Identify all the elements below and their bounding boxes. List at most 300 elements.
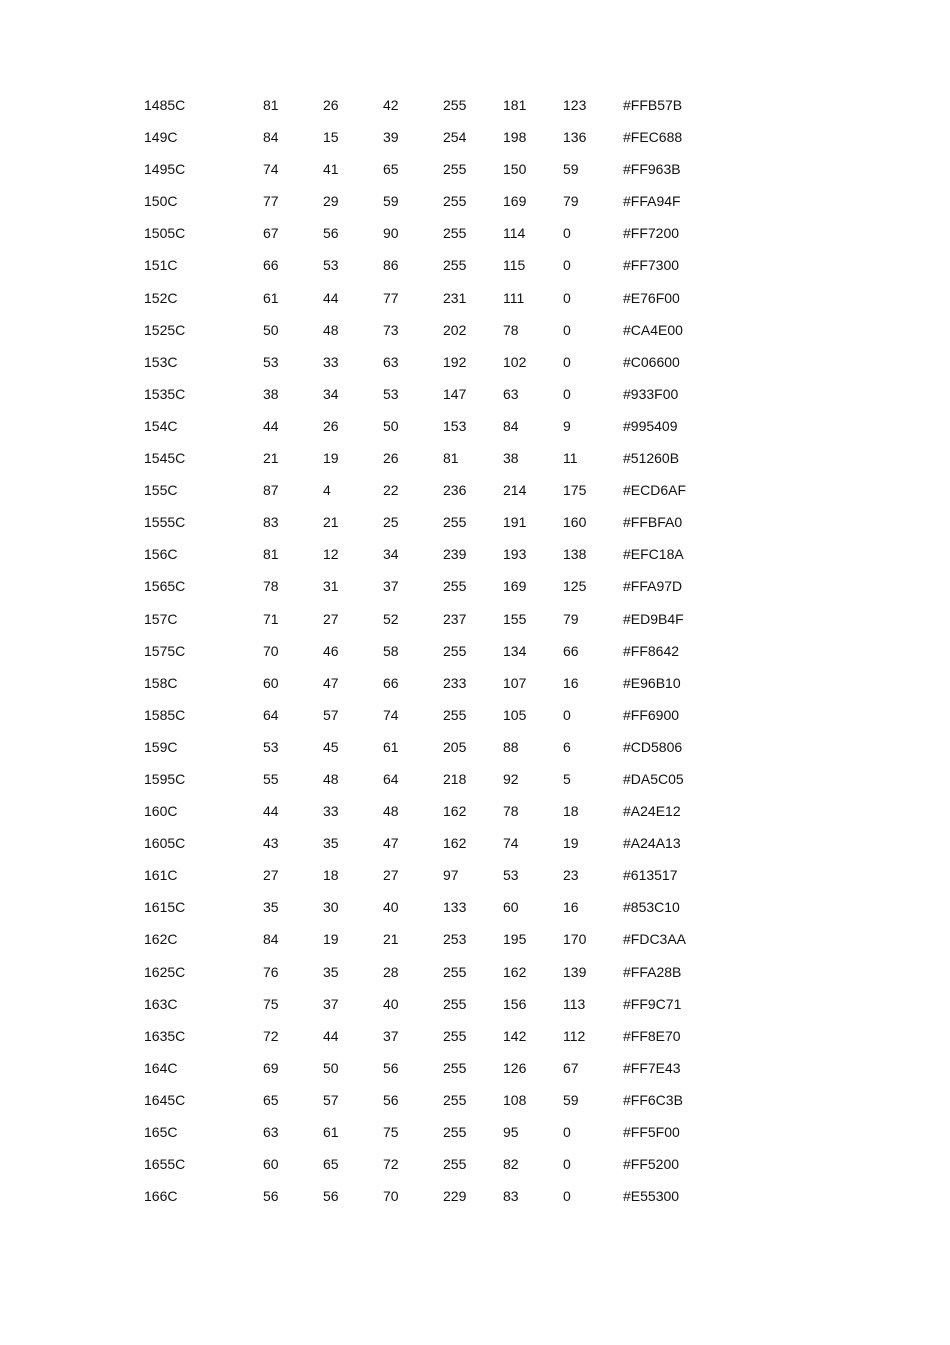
b-value-cell: 16 [563, 674, 579, 691]
r-value-cell: 255 [443, 161, 467, 178]
pantone-code-cell: 165C [144, 1124, 178, 1140]
r-value-cell: 255 [443, 642, 467, 659]
pantone-code-cell: 1565C [144, 578, 186, 595]
y-value-cell: 72 [383, 1156, 399, 1173]
hex-code-cell: #FF963B [623, 161, 681, 178]
r-value-cell: 253 [443, 931, 467, 948]
c-value-cell: 53 [263, 353, 279, 370]
c-value-cell: 61 [263, 289, 279, 306]
b-value-cell: 79 [563, 610, 579, 627]
b-value-cell: 175 [563, 482, 587, 499]
c-value-cell: 71 [263, 610, 279, 627]
y-value-cell: 65 [383, 161, 399, 178]
g-value-cell: 126 [503, 1059, 527, 1076]
y-value-cell: 77 [383, 289, 399, 306]
y-value-cell: 59 [383, 193, 399, 210]
g-value-cell: 78 [503, 803, 519, 820]
pantone-code-cell: 1585C [144, 706, 186, 723]
b-value-cell: 19 [563, 835, 579, 852]
c-value-cell: 27 [263, 867, 279, 884]
r-value-cell: 218 [443, 770, 467, 787]
r-value-cell: 255 [443, 963, 467, 980]
b-value-cell: 18 [563, 803, 579, 820]
g-value-cell: 214 [503, 482, 527, 499]
hex-code-cell: #FFA94F [623, 193, 681, 210]
g-value-cell: 53 [503, 867, 519, 884]
y-value-cell: 42 [383, 97, 399, 113]
m-value-cell: 56 [323, 225, 339, 242]
table-row [144, 410, 744, 442]
m-value-cell: 44 [323, 1027, 339, 1044]
c-value-cell: 35 [263, 899, 279, 916]
pantone-code-cell: 1495C [144, 161, 186, 178]
b-value-cell: 0 [563, 225, 571, 242]
m-value-cell: 53 [323, 257, 339, 274]
g-value-cell: 83 [503, 1188, 519, 1205]
m-value-cell: 65 [323, 1156, 339, 1173]
y-value-cell: 63 [383, 353, 399, 370]
y-value-cell: 70 [383, 1188, 399, 1205]
hex-code-cell: #FF7E43 [623, 1059, 681, 1076]
c-value-cell: 70 [263, 642, 279, 659]
m-value-cell: 37 [323, 995, 339, 1012]
y-value-cell: 37 [383, 1027, 399, 1044]
r-value-cell: 239 [443, 546, 467, 563]
m-value-cell: 35 [323, 963, 339, 980]
y-value-cell: 61 [383, 738, 399, 755]
b-value-cell: 0 [563, 706, 571, 723]
pantone-code-cell: 163C [144, 995, 178, 1012]
hex-code-cell: #A24A13 [623, 835, 681, 852]
r-value-cell: 97 [443, 867, 459, 884]
b-value-cell: 139 [563, 963, 587, 980]
pantone-code-cell: 156C [144, 546, 178, 563]
hex-code-cell: #ECD6AF [623, 482, 687, 499]
g-value-cell: 78 [503, 321, 519, 338]
g-value-cell: 114 [503, 225, 526, 242]
m-value-cell: 26 [323, 417, 339, 434]
y-value-cell: 22 [383, 482, 399, 499]
r-value-cell: 162 [443, 803, 467, 820]
m-value-cell: 34 [323, 385, 339, 402]
c-value-cell: 44 [263, 803, 279, 820]
m-value-cell: 33 [323, 803, 339, 820]
b-value-cell: 5 [563, 770, 571, 787]
y-value-cell: 39 [383, 129, 399, 146]
table-row [144, 699, 744, 731]
table-row [144, 667, 744, 699]
y-value-cell: 58 [383, 642, 399, 659]
pantone-code-cell: 155C [144, 482, 178, 499]
pantone-code-cell: 158C [144, 674, 178, 691]
c-value-cell: 65 [263, 1091, 279, 1108]
c-value-cell: 77 [263, 193, 279, 210]
c-value-cell: 66 [263, 257, 279, 274]
b-value-cell: 0 [563, 289, 571, 306]
r-value-cell: 231 [443, 289, 467, 306]
r-value-cell: 255 [443, 1091, 467, 1108]
g-value-cell: 107 [503, 674, 527, 691]
table-row [144, 1084, 744, 1116]
table-row [144, 1116, 744, 1148]
r-value-cell: 192 [443, 353, 467, 370]
b-value-cell: 113 [563, 995, 586, 1012]
g-value-cell: 169 [503, 193, 527, 210]
hex-code-cell: #FFA97D [623, 578, 683, 595]
table-row [144, 282, 744, 314]
pantone-code-cell: 151C [144, 257, 178, 274]
y-value-cell: 53 [383, 385, 399, 402]
hex-code-cell: #FF6C3B [623, 1091, 683, 1108]
r-value-cell: 255 [443, 1027, 467, 1044]
table-row [144, 859, 744, 891]
pantone-code-cell: 149C [144, 129, 178, 146]
b-value-cell: 66 [563, 642, 579, 659]
g-value-cell: 88 [503, 738, 519, 755]
pantone-code-cell: 161C [144, 867, 178, 884]
m-value-cell: 21 [323, 514, 339, 531]
pantone-code-cell: 153C [144, 353, 178, 370]
g-value-cell: 115 [503, 257, 526, 274]
table-row [144, 1020, 744, 1052]
pantone-code-cell: 159C [144, 738, 178, 755]
r-value-cell: 233 [443, 674, 467, 691]
pantone-code-cell: 1645C [144, 1091, 186, 1108]
r-value-cell: 153 [443, 417, 467, 434]
hex-code-cell: #FF5F00 [623, 1124, 680, 1140]
r-value-cell: 229 [443, 1188, 467, 1205]
m-value-cell: 45 [323, 738, 339, 755]
r-value-cell: 255 [443, 193, 467, 210]
g-value-cell: 105 [503, 706, 527, 723]
y-value-cell: 66 [383, 674, 399, 691]
b-value-cell: 0 [563, 321, 571, 338]
c-value-cell: 60 [263, 674, 279, 691]
c-value-cell: 75 [263, 995, 279, 1012]
hex-code-cell: #51260B [623, 450, 680, 467]
table-row [144, 121, 744, 153]
table-row [144, 891, 744, 923]
pantone-code-cell: 1535C [144, 385, 186, 402]
pantone-code-cell: 1635C [144, 1027, 186, 1044]
g-value-cell: 108 [503, 1091, 527, 1108]
table-row [144, 956, 744, 988]
r-value-cell: 255 [443, 578, 467, 595]
b-value-cell: 112 [563, 1027, 586, 1044]
table-row [144, 249, 744, 281]
m-value-cell: 46 [323, 642, 339, 659]
pantone-code-cell: 1525C [144, 321, 186, 338]
table-row [144, 346, 744, 378]
y-value-cell: 73 [383, 321, 399, 338]
pantone-code-cell: 1625C [144, 963, 186, 980]
c-value-cell: 74 [263, 161, 279, 178]
m-value-cell: 30 [323, 899, 339, 916]
y-value-cell: 27 [383, 867, 399, 884]
table-row [144, 89, 744, 121]
g-value-cell: 82 [503, 1156, 519, 1173]
b-value-cell: 6 [563, 738, 571, 755]
g-value-cell: 84 [503, 417, 519, 434]
pantone-code-cell: 1605C [144, 835, 186, 852]
c-value-cell: 69 [263, 1059, 279, 1076]
table-row [144, 731, 744, 763]
m-value-cell: 61 [323, 1124, 339, 1140]
c-value-cell: 55 [263, 770, 279, 787]
table-row [144, 217, 744, 249]
table-row [144, 474, 744, 506]
c-value-cell: 83 [263, 514, 279, 531]
c-value-cell: 84 [263, 931, 279, 948]
g-value-cell: 156 [503, 995, 527, 1012]
hex-code-cell: #EFC18A [623, 546, 684, 563]
c-value-cell: 64 [263, 706, 279, 723]
r-value-cell: 254 [443, 129, 467, 146]
g-value-cell: 111 [503, 289, 525, 306]
g-value-cell: 92 [503, 770, 519, 787]
hex-code-cell: #CA4E00 [623, 321, 683, 338]
hex-code-cell: #ED9B4F [623, 610, 684, 627]
m-value-cell: 35 [323, 835, 339, 852]
g-value-cell: 142 [503, 1027, 527, 1044]
m-value-cell: 44 [323, 289, 339, 306]
c-value-cell: 81 [263, 546, 279, 563]
b-value-cell: 59 [563, 161, 579, 178]
b-value-cell: 123 [563, 97, 587, 113]
table-row [144, 538, 744, 570]
b-value-cell: 0 [563, 385, 571, 402]
table-row [144, 827, 744, 859]
hex-code-cell: #FF8E70 [623, 1027, 681, 1044]
y-value-cell: 56 [383, 1059, 399, 1076]
hex-code-cell: #FFB57B [623, 97, 683, 113]
m-value-cell: 29 [323, 193, 339, 210]
y-value-cell: 56 [383, 1091, 399, 1108]
pantone-code-cell: 1595C [144, 770, 186, 787]
m-value-cell: 19 [323, 450, 339, 467]
c-value-cell: 87 [263, 482, 279, 499]
c-value-cell: 44 [263, 417, 279, 434]
table-row [144, 153, 744, 185]
hex-code-cell: #613517 [623, 867, 678, 884]
r-value-cell: 255 [443, 514, 467, 531]
m-value-cell: 50 [323, 1059, 339, 1076]
hex-code-cell: #FFBFA0 [623, 514, 683, 531]
table-row [144, 442, 744, 474]
c-value-cell: 76 [263, 963, 279, 980]
pantone-code-cell: 1555C [144, 514, 186, 531]
table-row [144, 1148, 744, 1180]
r-value-cell: 255 [443, 995, 467, 1012]
b-value-cell: 0 [563, 1156, 571, 1173]
hex-code-cell: #CD5806 [623, 738, 683, 755]
hex-code-cell: #FDC3AA [623, 931, 687, 948]
c-value-cell: 56 [263, 1188, 279, 1205]
g-value-cell: 134 [503, 642, 527, 659]
y-value-cell: 50 [383, 417, 399, 434]
hex-code-cell: #FF7200 [623, 225, 680, 242]
hex-code-cell: #FF8642 [623, 642, 680, 659]
y-value-cell: 28 [383, 963, 399, 980]
g-value-cell: 191 [503, 514, 527, 531]
r-value-cell: 255 [443, 97, 467, 113]
g-value-cell: 150 [503, 161, 527, 178]
b-value-cell: 9 [563, 417, 571, 434]
y-value-cell: 74 [383, 706, 399, 723]
hex-code-cell: #933F00 [623, 385, 679, 402]
pantone-code-cell: 150C [144, 193, 178, 210]
hex-code-cell: #995409 [623, 417, 678, 434]
hex-code-cell: #FFA28B [623, 963, 682, 980]
c-value-cell: 63 [263, 1124, 279, 1140]
hex-code-cell: #E76F00 [623, 289, 680, 306]
g-value-cell: 195 [503, 931, 527, 948]
y-value-cell: 25 [383, 514, 399, 531]
r-value-cell: 133 [443, 899, 467, 916]
c-value-cell: 50 [263, 321, 279, 338]
y-value-cell: 64 [383, 770, 399, 787]
table-row [144, 603, 744, 635]
pantone-code-cell: 160C [144, 803, 178, 820]
y-value-cell: 40 [383, 899, 399, 916]
m-value-cell: 12 [323, 546, 339, 563]
m-value-cell: 41 [323, 161, 339, 178]
pantone-code-cell: 166C [144, 1188, 178, 1205]
table-row [144, 763, 744, 795]
y-value-cell: 40 [383, 995, 399, 1012]
table-row [144, 378, 744, 410]
m-value-cell: 48 [323, 770, 339, 787]
m-value-cell: 57 [323, 1091, 339, 1108]
r-value-cell: 202 [443, 321, 467, 338]
b-value-cell: 16 [563, 899, 579, 916]
y-value-cell: 75 [383, 1124, 399, 1140]
b-value-cell: 170 [563, 931, 587, 948]
m-value-cell: 18 [323, 867, 339, 884]
table-row [144, 988, 744, 1020]
b-value-cell: 125 [563, 578, 587, 595]
g-value-cell: 169 [503, 578, 527, 595]
table-row [144, 923, 744, 955]
table-row [144, 795, 744, 827]
m-value-cell: 57 [323, 706, 339, 723]
g-value-cell: 60 [503, 899, 519, 916]
y-value-cell: 26 [383, 450, 399, 467]
table-row [144, 185, 744, 217]
m-value-cell: 4 [323, 482, 331, 499]
b-value-cell: 0 [563, 353, 571, 370]
hex-code-cell: #FF5200 [623, 1156, 680, 1173]
hex-code-cell: #E96B10 [623, 674, 681, 691]
m-value-cell: 26 [323, 97, 339, 113]
hex-code-cell: #E55300 [623, 1188, 680, 1205]
hex-code-cell: #FEC688 [623, 129, 683, 146]
r-value-cell: 205 [443, 738, 467, 755]
m-value-cell: 56 [323, 1188, 339, 1205]
r-value-cell: 255 [443, 706, 467, 723]
y-value-cell: 47 [383, 835, 399, 852]
table-row [144, 314, 744, 346]
r-value-cell: 255 [443, 1124, 467, 1140]
c-value-cell: 21 [263, 450, 279, 467]
c-value-cell: 53 [263, 738, 279, 755]
pantone-code-cell: 164C [144, 1059, 178, 1076]
g-value-cell: 198 [503, 129, 527, 146]
pantone-code-cell: 1575C [144, 642, 186, 659]
pantone-code-cell: 154C [144, 417, 178, 434]
b-value-cell: 136 [563, 129, 587, 146]
pantone-code-cell: 162C [144, 931, 178, 948]
b-value-cell: 0 [563, 1124, 571, 1140]
hex-code-cell: #DA5C05 [623, 770, 684, 787]
b-value-cell: 59 [563, 1091, 579, 1108]
hex-code-cell: #FF7300 [623, 257, 680, 274]
table-row [144, 1052, 744, 1084]
table-row [144, 506, 744, 538]
pantone-code-cell: 1545C [144, 450, 186, 467]
pantone-code-cell: 1615C [144, 899, 186, 916]
table-row [144, 1180, 744, 1212]
b-value-cell: 23 [563, 867, 579, 884]
m-value-cell: 19 [323, 931, 339, 948]
r-value-cell: 147 [443, 385, 467, 402]
r-value-cell: 162 [443, 835, 467, 852]
y-value-cell: 86 [383, 257, 399, 274]
table-row [144, 570, 744, 602]
hex-code-cell: #853C10 [623, 899, 680, 916]
c-value-cell: 81 [263, 97, 279, 113]
b-value-cell: 160 [563, 514, 587, 531]
m-value-cell: 48 [323, 321, 339, 338]
pantone-code-cell: 1505C [144, 225, 186, 242]
c-value-cell: 72 [263, 1027, 279, 1044]
r-value-cell: 255 [443, 257, 467, 274]
m-value-cell: 47 [323, 674, 339, 691]
r-value-cell: 255 [443, 1059, 467, 1076]
y-value-cell: 52 [383, 610, 399, 627]
r-value-cell: 236 [443, 482, 467, 499]
c-value-cell: 67 [263, 225, 279, 242]
b-value-cell: 0 [563, 257, 571, 274]
c-value-cell: 60 [263, 1156, 279, 1173]
table-row [144, 635, 744, 667]
c-value-cell: 78 [263, 578, 279, 595]
m-value-cell: 15 [323, 129, 339, 146]
g-value-cell: 155 [503, 610, 527, 627]
g-value-cell: 102 [503, 353, 527, 370]
hex-code-cell: #FF6900 [623, 706, 680, 723]
g-value-cell: 74 [503, 835, 519, 852]
hex-code-cell: #FF9C71 [623, 995, 682, 1012]
g-value-cell: 181 [503, 97, 527, 113]
m-value-cell: 31 [323, 578, 339, 595]
c-value-cell: 84 [263, 129, 279, 146]
m-value-cell: 33 [323, 353, 339, 370]
pantone-code-cell: 1655C [144, 1156, 186, 1173]
y-value-cell: 37 [383, 578, 399, 595]
y-value-cell: 90 [383, 225, 399, 242]
r-value-cell: 81 [443, 450, 459, 467]
r-value-cell: 237 [443, 610, 467, 627]
b-value-cell: 0 [563, 1188, 571, 1205]
r-value-cell: 255 [443, 225, 467, 242]
pantone-code-cell: 157C [144, 610, 178, 627]
g-value-cell: 95 [503, 1124, 519, 1140]
b-value-cell: 79 [563, 193, 579, 210]
m-value-cell: 27 [323, 610, 339, 627]
pantone-code-cell: 1485C [144, 97, 186, 113]
b-value-cell: 11 [563, 450, 578, 467]
